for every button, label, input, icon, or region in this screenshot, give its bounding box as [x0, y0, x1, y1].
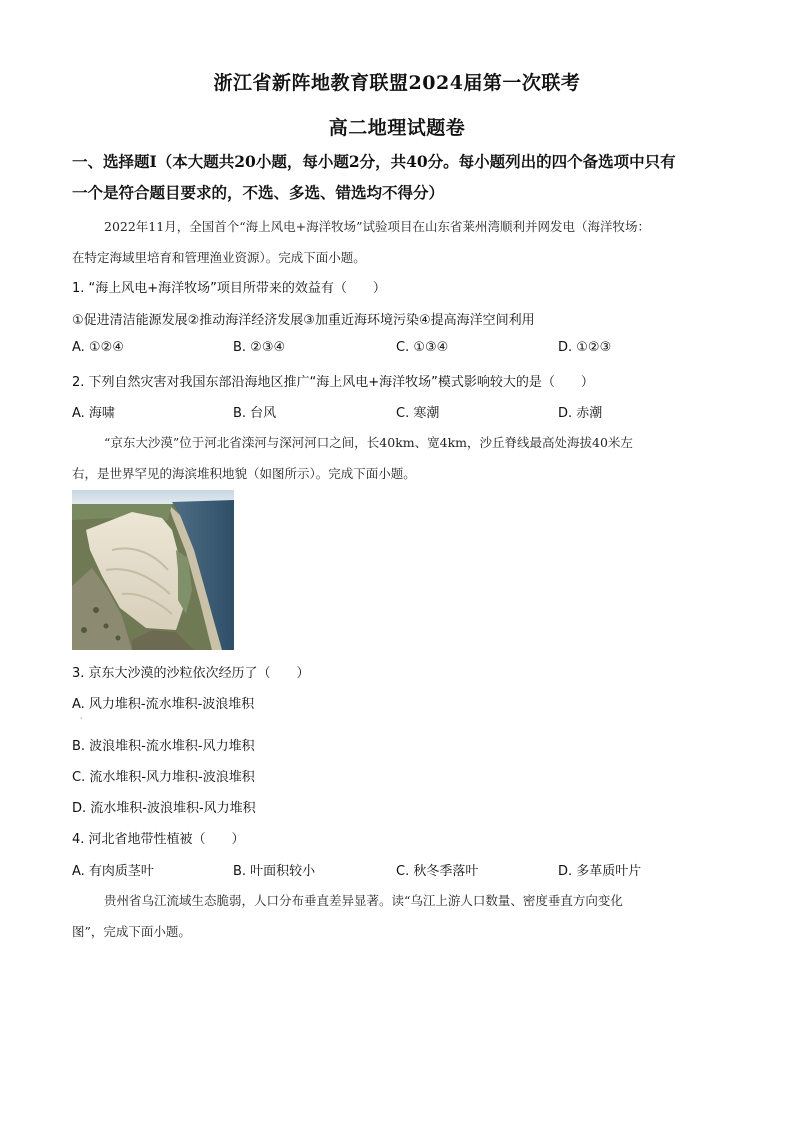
q2-option-c: C. 寒潮	[396, 406, 440, 421]
stem2-line1: “京东大沙漠”位于河北省滦河与深河河口之间，长40km、宽4km，沙丘脊线最高处海拔40米左	[104, 435, 633, 450]
section-heading-line2: 一个是符合题目要求的，不选、多选、错选均不得分）	[72, 183, 445, 202]
stem1-line2: 在特定海域里培育和管理渔业资源）。完成下面小题。	[72, 250, 366, 265]
q2-option-b: B. 台风	[233, 406, 277, 421]
q2-option-a: A. 海啸	[72, 406, 115, 421]
question-3: 3. 京东大沙漠的沙粒依次经历了（ ）	[72, 666, 310, 681]
q4-option-d: D. 多革质叶片	[558, 864, 642, 879]
question-1: 1. “海上风电+海洋牧场”项目所带来的效益有（ ）	[72, 281, 386, 296]
question-1-statements: ①促进清洁能源发展②推动海洋经济发展③加重近海环境污染④提高海洋空间利用	[72, 313, 535, 328]
stem3-line2: 图”，完成下面小题。	[72, 924, 191, 939]
question-4: 4. 河北省地带性植被（ ）	[72, 832, 245, 847]
stem3-line1: 贵州省乌江流域生态脆弱，人口分布垂直差异显著。读“乌江上游人口数量、密度垂直方向变化	[104, 893, 623, 908]
stem2-line2: 右，是世界罕见的海滨堆积地貌（如图所示）。完成下面小题。	[72, 466, 416, 481]
coastal-sand-dune-photo	[72, 490, 234, 650]
exam-title: 浙江省新阵地教育联盟2024届第一次联考	[213, 72, 581, 94]
q1-option-b: B. ②③④	[233, 340, 286, 355]
q1-option-d: D. ①②③	[558, 340, 612, 355]
exam-subtitle: 高二地理试题卷	[328, 117, 466, 139]
q3-option-b: B. 波浪堆积-流水堆积-风力堆积	[72, 739, 255, 754]
stray-mark: ·	[80, 714, 83, 723]
section-heading-line1: 一、选择题Ⅰ（本大题共20小题，每小题2分，共40分。每小题列出的四个备选项中只有	[72, 152, 676, 171]
q4-option-b: B. 叶面积较小	[233, 864, 316, 879]
q3-option-c: C. 流水堆积-风力堆积-波浪堆积	[72, 770, 255, 785]
stem1-line1: 2022年11月，全国首个“海上风电+海洋牧场”试验项目在山东省莱州湾顺利并网发电（海洋牧场：	[104, 219, 650, 234]
q1-option-c: C. ①③④	[396, 340, 449, 355]
q3-option-d: D. 流水堆积-波浪堆积-风力堆积	[72, 801, 256, 816]
q1-option-a: A. ①②④	[72, 340, 124, 355]
q4-option-c: C. 秋冬季落叶	[396, 864, 479, 879]
q4-option-a: A. 有肉质茎叶	[72, 864, 154, 879]
q3-option-a: A. 风力堆积-流水堆积-波浪堆积	[72, 697, 255, 712]
q2-option-d: D. 赤潮	[558, 406, 603, 421]
question-2: 2. 下列自然灾害对我国东部沿海地区推广“海上风电+海洋牧场”模式影响较大的是（ ）	[72, 375, 594, 390]
